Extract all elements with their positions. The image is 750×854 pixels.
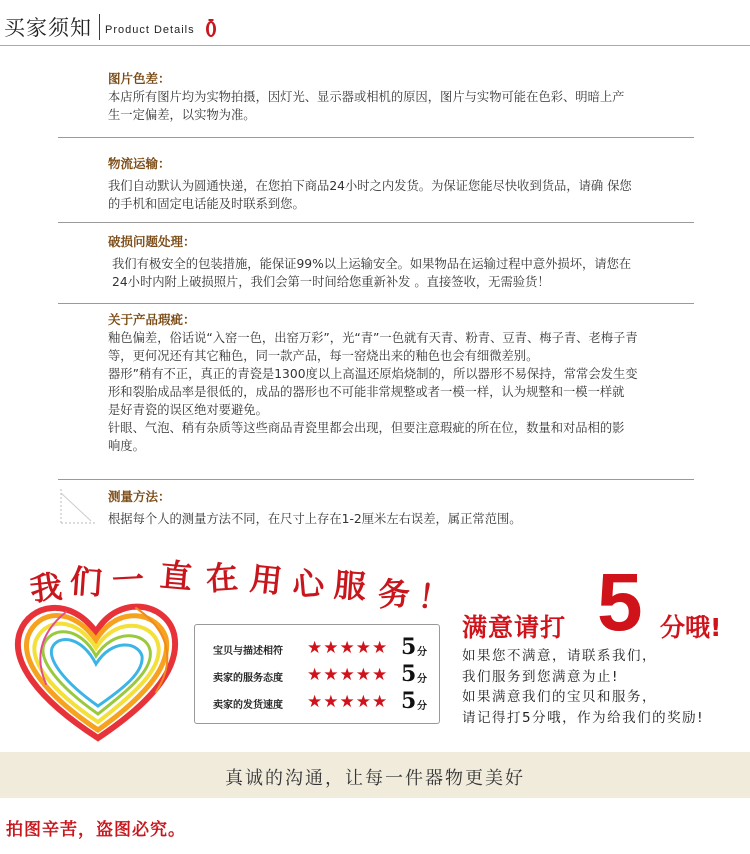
rating-label: 卖家的服务态度 xyxy=(213,673,283,684)
rating-label: 卖家的发货速度 xyxy=(213,700,283,711)
rating-stars-icon: ★★★★★ xyxy=(307,638,389,658)
slogan-char: 我 xyxy=(28,567,64,609)
footer-motto: 真诚的沟通，让每一件器物更美好 xyxy=(225,768,525,789)
rating-row xyxy=(205,634,435,661)
rating-label: 宝贝与描述相符 xyxy=(213,646,283,657)
section-damage-handling xyxy=(108,233,694,291)
section-line: 等，更何况还有其它釉色，同一款产品，每一窑烧出来的釉色也会有细微差别。 xyxy=(108,349,539,363)
section-body xyxy=(108,510,694,528)
slogan-char: 直 xyxy=(158,555,194,597)
section-line: 生一定偏差，以实物为准。 xyxy=(108,108,256,122)
slogan-char: 们 xyxy=(68,561,104,603)
ruler-measure-icon xyxy=(57,487,97,527)
rainbow-heart-icon xyxy=(6,588,184,748)
section-divider xyxy=(58,479,694,480)
section-divider xyxy=(58,137,694,138)
section-product-flaws xyxy=(108,311,694,455)
section-logistics xyxy=(108,155,694,213)
slogan-char: 务 xyxy=(377,574,411,614)
section-line: 形和裂胎成品率是很低的，成品的器形也不可能非常规整或者一模一样，认为规整和一模一样就 xyxy=(108,385,625,399)
header-title: 买家须知 xyxy=(4,16,92,40)
slogan-char: 一 xyxy=(111,560,145,600)
section-line: 我们自动默认为圆通快递，在您拍下商品24小时之内发货。为保证您能尽快收到货品，请确 保您 xyxy=(108,179,632,193)
vase-logo-icon xyxy=(205,18,217,38)
praise-suffix: 分哦! xyxy=(660,613,722,642)
section-body xyxy=(108,329,694,455)
slogan-char: 用 xyxy=(248,559,284,601)
rating-score: 5 xyxy=(401,661,417,687)
section-line: 根据每个人的测量方法不同，在尺寸上存在1-2厘米左右误差，属正常范围。 xyxy=(108,512,522,526)
section-title: 破损问题处理： xyxy=(108,234,196,249)
rating-unit: 分 xyxy=(417,647,427,658)
rating-row xyxy=(205,688,435,715)
section-line: 釉色偏差，俗话说“入窑一色，出窑万彩”，光“青”一色就有天青、粉青、豆青、梅子青、老梅子青 xyxy=(108,331,638,345)
praise-prefix: 满意请打 xyxy=(462,613,567,642)
footer-motto-bar xyxy=(0,752,750,798)
page-header xyxy=(0,0,750,48)
section-title: 测量方法： xyxy=(108,489,171,504)
section-measurement xyxy=(108,488,694,528)
section-color-difference xyxy=(108,70,694,124)
slogan-char: 心 xyxy=(290,563,326,605)
praise-line: 如果满意我们的宝贝和服务， xyxy=(462,689,657,705)
rating-score: 5 xyxy=(401,634,417,660)
section-line: 响度。 xyxy=(108,439,145,453)
section-body xyxy=(108,177,694,213)
praise-message xyxy=(462,646,747,728)
section-body xyxy=(108,255,694,291)
section-title: 物流运输： xyxy=(108,156,171,171)
seller-rating-card xyxy=(194,624,440,724)
praise-number: 5 xyxy=(597,557,643,648)
praise-line: 我们服务到您满意为止! xyxy=(462,668,619,685)
slogan-char: 服 xyxy=(332,565,368,607)
section-title: 图片色差： xyxy=(108,71,171,86)
section-line: 器形”稍有不正，真正的青瓷是1300度以上高温还原焰烧制的，所以器形不易保持，常常会发生变 xyxy=(108,367,638,381)
section-line: 本店所有图片均为实物拍摄，因灯光、显示器或相机的原因，图片与实物可能在色彩、明暗上产 xyxy=(108,90,625,104)
slogan-char: ！ xyxy=(415,576,453,620)
section-body xyxy=(108,88,694,124)
service-banner xyxy=(0,550,750,750)
rating-stars-icon: ★★★★★ xyxy=(307,692,389,712)
rating-row xyxy=(205,661,435,688)
praise-line: 如果您不满意，请联系我们， xyxy=(462,648,657,664)
slogan-char: 在 xyxy=(204,557,240,599)
section-divider xyxy=(58,303,694,304)
copyright-notice: 拍图辛苦，盗图必究。 xyxy=(6,820,186,840)
praise-heading xyxy=(462,557,747,652)
rating-unit: 分 xyxy=(417,674,427,685)
section-line: 24小时内附上破损照片，我们会第一时间给您重新补发 。直接签收，无需验货！ xyxy=(112,275,550,289)
section-line: 是好青瓷的误区绝对要避免。 xyxy=(108,403,268,417)
praise-line: 请记得打5分哦，作为给我们的奖励! xyxy=(462,709,705,726)
section-title: 关于产品瑕疵： xyxy=(108,312,196,327)
header-divider xyxy=(99,14,100,40)
section-line: 我们有极安全的包装措施，能保证99%以上运输安全。如果物品在运输过程中意外损坏，请您在 xyxy=(112,257,632,271)
header-subtitle: Product Details xyxy=(105,24,195,36)
rating-stars-icon: ★★★★★ xyxy=(307,665,389,685)
section-divider xyxy=(58,222,694,223)
rating-score: 5 xyxy=(401,688,417,714)
rating-unit: 分 xyxy=(417,701,427,712)
section-line: 的手机和固定电话能及时联系到您。 xyxy=(108,197,305,211)
header-underline xyxy=(0,45,750,46)
section-line: 针眼、气泡、稍有杂质等这些商品青瓷里都会出现，但要注意瑕疵的所在位，数量和对品相的影 xyxy=(108,421,625,435)
